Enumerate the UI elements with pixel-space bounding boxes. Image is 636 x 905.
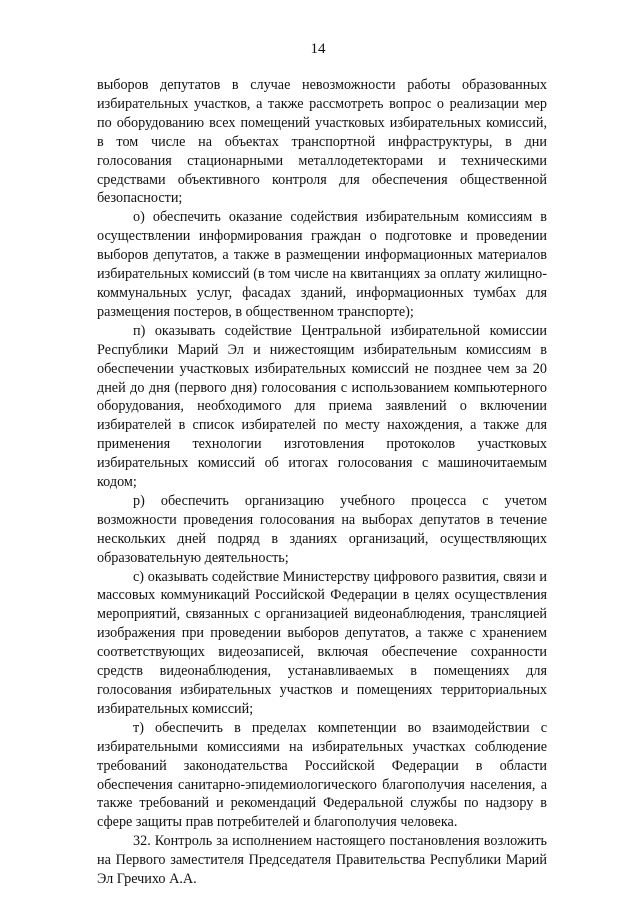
- page-number: 14: [310, 41, 326, 57]
- paragraph-item-r: р) обеспечить организацию учебного процесса с учетом возможности проведения голосования на выборах депутатов в течение нескольких дней подряд в зданиях организаций, осуществляющих образовательную деятельность;: [97, 492, 547, 566]
- document-body: [97, 76, 547, 889]
- paragraph-continuation: выборов депутатов в случае невозможности работы образованных избирательных участков, а также рассмотреть вопрос о реализации мер по оборудованию всех помещений участковых избирательных комиссий, в том числе на объектах транспортной инфраструктуры, в дни голосования стационарными металлодетекторами и техническими средствами объективного контроля для обеспечения общественной безопасности;: [97, 77, 547, 207]
- paragraph-clause-32: 32. Контроль за исполнением настоящего постановления возложить на Первого заместителя Председателя Правительства Республики Марий Эл Гречихо А.А.: [97, 833, 547, 888]
- paragraph-item-o: о) обеспечить оказание содействия избирательным комиссиям в осуществлении информирования граждан о подготовке и проведении выборов депутатов, а также в размещении информационных материалов избирательных комиссий (в том числе на квитанциях за оплату жилищно-коммунальных услуг, фасадах зданий, информационных тумбах для размещения постеров, в общественном транспорте);: [97, 209, 547, 320]
- paragraph-item-t: т) обеспечить в пределах компетенции во взаимодействии с избирательными комиссиями на избирательных участках соблюдение требований законодательства Российской Федерации в области обеспечения санитарно-эпидемиологического благополучия населения, а также требований и рекомендаций Федеральной службы по надзору в сфере защиты прав потребителей и благополучия человека.: [97, 719, 547, 831]
- paragraph-item-p: п) оказывать содействие Центральной избирательной комиссии Республики Марий Эл и нижестоящим избирательным комиссиям в обеспечении участковых избирательных комиссий не позднее чем за 20 дней до дня (первого дня) голосования с использованием компьютерного оборудования, необходимого для приема заявлений о включении избирателей в список избирателей по месту нахождения, а также для применения технологии изготовления протоколов участковых избирательных комиссий об итогах голосования с машиночитаемым кодом;: [97, 322, 547, 491]
- paragraph-item-s: с) оказывать содействие Министерству цифрового развития, связи и массовых коммуникаций Российской Федерации в целях осуществления мероприятий, связанных с организацией видеонаблюдения, трансляцией изображения при проведении выборов депутатов, а также с хранением соответствующих видеозаписей, включая обеспечение сохранности средств видеонаблюдения, устанавливаемых в помещениях для голосования избирательных участков и помещениях территориальных избирательных комиссий;: [97, 568, 547, 717]
